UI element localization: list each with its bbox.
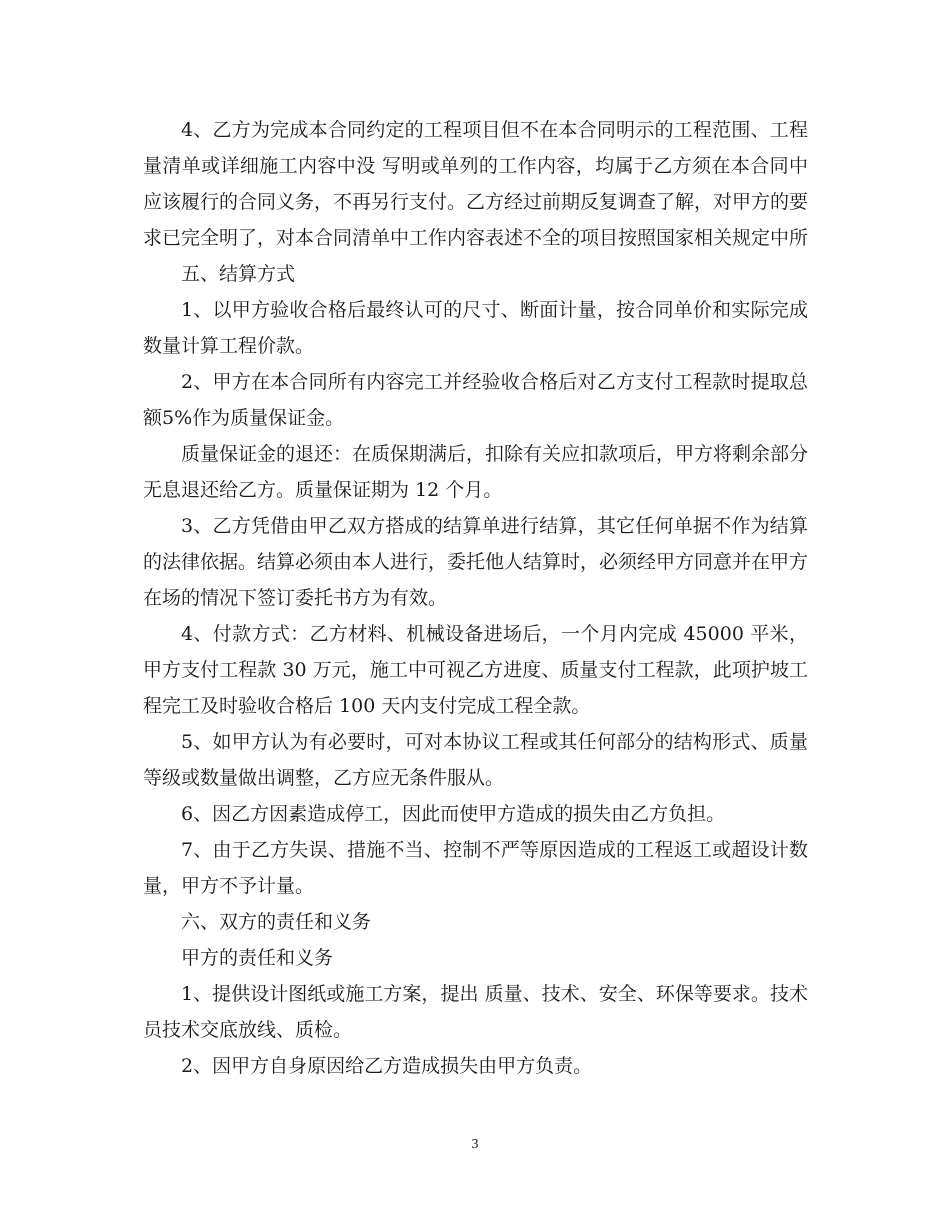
paragraph-settlement-2: 2、甲方在本合同所有内容完工并经验收合格后对乙方支付工程款时提取总额5%作为质量保证金。 xyxy=(143,371,808,429)
paragraph-settlement-1: 1、以甲方验收合格后最终认可的尺寸、断面计量，按合同单价和实际完成数量计算工程价款。 xyxy=(143,299,808,357)
paragraph-party-a-1: 1、提供设计图纸或施工方案，提出 质量、技术、安全、环保等要求。技术员技术交底放线、质检。 xyxy=(143,983,808,1041)
paragraph-warranty-refund: 质量保证金的退还：在质保期满后，扣除有关应扣款项后，甲方将剩余部分无息退还给乙方。质量保证期为 12 个月。 xyxy=(143,443,809,501)
document-body xyxy=(143,112,808,1084)
paragraph-settlement-7: 7、由于乙方失误、措施不当、控制不严等原因造成的工程返工或超设计数量，甲方不予计量。 xyxy=(143,839,808,897)
paragraph-item-4-scope: 4、乙方为完成本合同约定的工程项目但不在本合同明示的工程范围、工程量清单或详细施工内容中没 写明或单列的工作内容，均属于乙方须在本合同中应该履行的合同义务，不再另行支付。乙方经过前期反复调查了解，对甲方的要求已完全明了，对本合同清单中工作内容表述不全的项目按照国家相关规定中所 xyxy=(143,119,809,249)
subheading-party-a-responsibilities: 甲方的责任和义务 xyxy=(181,947,334,969)
paragraph-payment-method: 4、付款方式：乙方材料、机械设备进场后，一个月内完成 45000 平米，甲方支付工程款 30 万元，施工中可视乙方进度、质量支付工程款，此项护坡工程完工及时验收合格后 100 天内支付完成工程全款。 xyxy=(143,623,808,717)
paragraph-settlement-5: 5、如甲方认为有必要时，可对本协议工程或其任何部分的结构形式、质量等级或数量做出调整，乙方应无条件服从。 xyxy=(143,731,808,789)
paragraph-settlement-6: 6、因乙方因素造成停工，因此而使甲方造成的损失由乙方负担。 xyxy=(181,803,726,825)
page-number: 3 xyxy=(471,1137,479,1152)
section-heading-settlement: 五、结算方式 xyxy=(181,263,296,285)
section-heading-responsibilities: 六、双方的责任和义务 xyxy=(181,911,372,933)
paragraph-party-a-2: 2、因甲方自身原因给乙方造成损失由甲方负责。 xyxy=(181,1055,593,1077)
paragraph-settlement-3: 3、乙方凭借由甲乙双方搭成的结算单进行结算，其它任何单据不作为结算的法律依据。结算必须由本人进行，委托他人结算时，必须经甲方同意并在甲方在场的情况下签订委托书方为有效。 xyxy=(143,515,809,609)
